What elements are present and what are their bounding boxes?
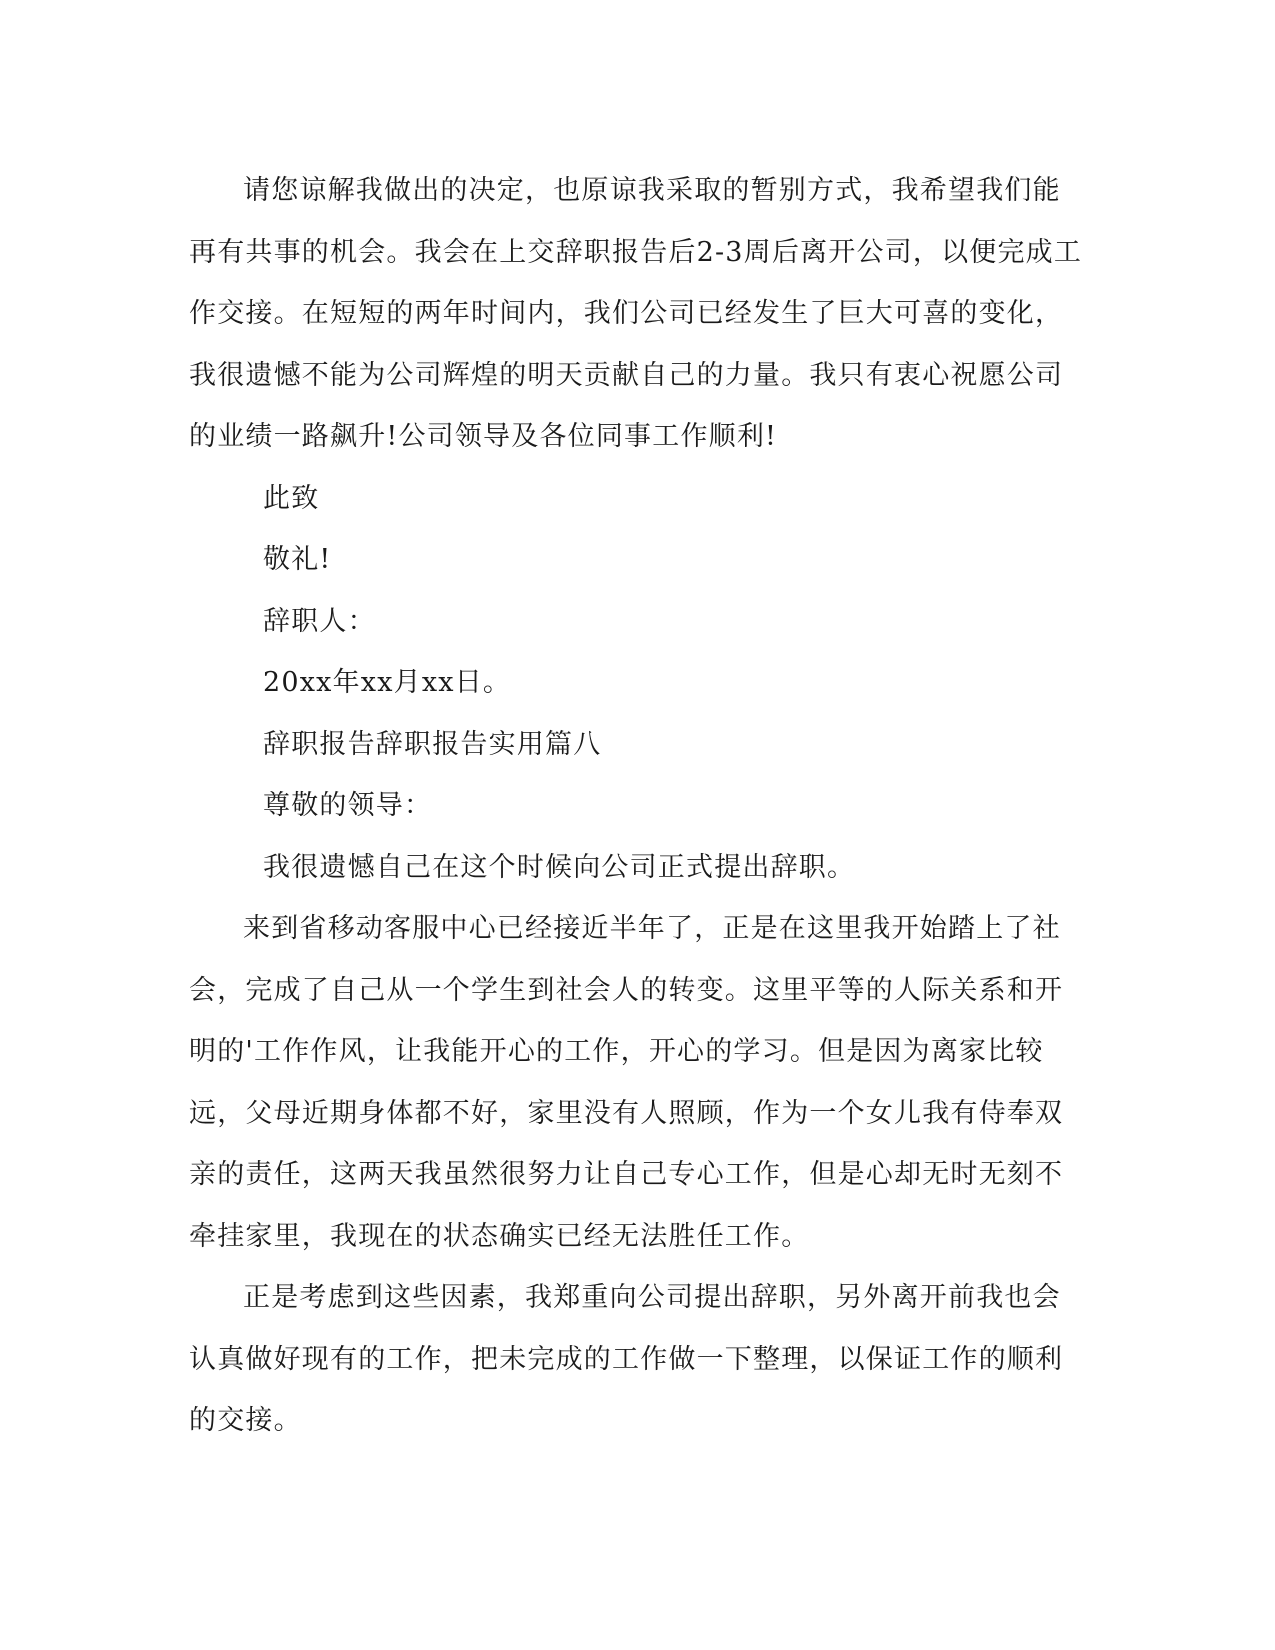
paragraph-reason: 来到省移动客服中心已经接近半年了，正是在这里我开始踏上了社会，完成了自己从一个学生到社会人的转变。这里平等的人际关系和开明的'工作作风，让我能开心的工作，开心的学习。但是因为离家比较远，父母近期身体都不好，家里没有人照顾，作为一个女儿我有侍奉双亲的责任，这两天我虽然很努力让自己专心工作，但是心却无时无刻不牵挂家里，我现在的状态确实已经无法胜任工作。: [189, 913, 1064, 1252]
paragraph-handover: 正是考虑到这些因素，我郑重向公司提出辞职，另外离开前我也会认真做好现有的工作，把未完成的工作做一下整理，以保证工作的顺利的交接。: [189, 1282, 1064, 1436]
signature-line: 辞职人：: [263, 605, 376, 637]
paragraph-intro: 我很遗憾自己在这个时候向公司正式提出辞职。: [263, 851, 856, 883]
closing-salutation: 此致: [263, 482, 320, 514]
date-line: 20xx年xx月xx日。: [263, 667, 512, 698]
greeting: 尊敬的领导：: [263, 790, 433, 821]
document-body: [189, 160, 1086, 1452]
closing-regards: 敬礼!: [263, 544, 332, 575]
section-title: 辞职报告辞职报告实用篇八: [263, 728, 602, 760]
paragraph-farewell: 请您谅解我做出的决定，也原谅我采取的暂别方式，我希望我们能再有共事的机会。我会在上交辞职报告后2-3周后离开公司，以便完成工作交接。在短短的两年时间内，我们公司已经发生了巨大可喜的变化，我很遗憾不能为公司辉煌的明天贡献自己的力量。我只有衷心祝愿公司的业绩一路飙升!公司领导及各位同事工作顺利!: [189, 175, 1083, 452]
